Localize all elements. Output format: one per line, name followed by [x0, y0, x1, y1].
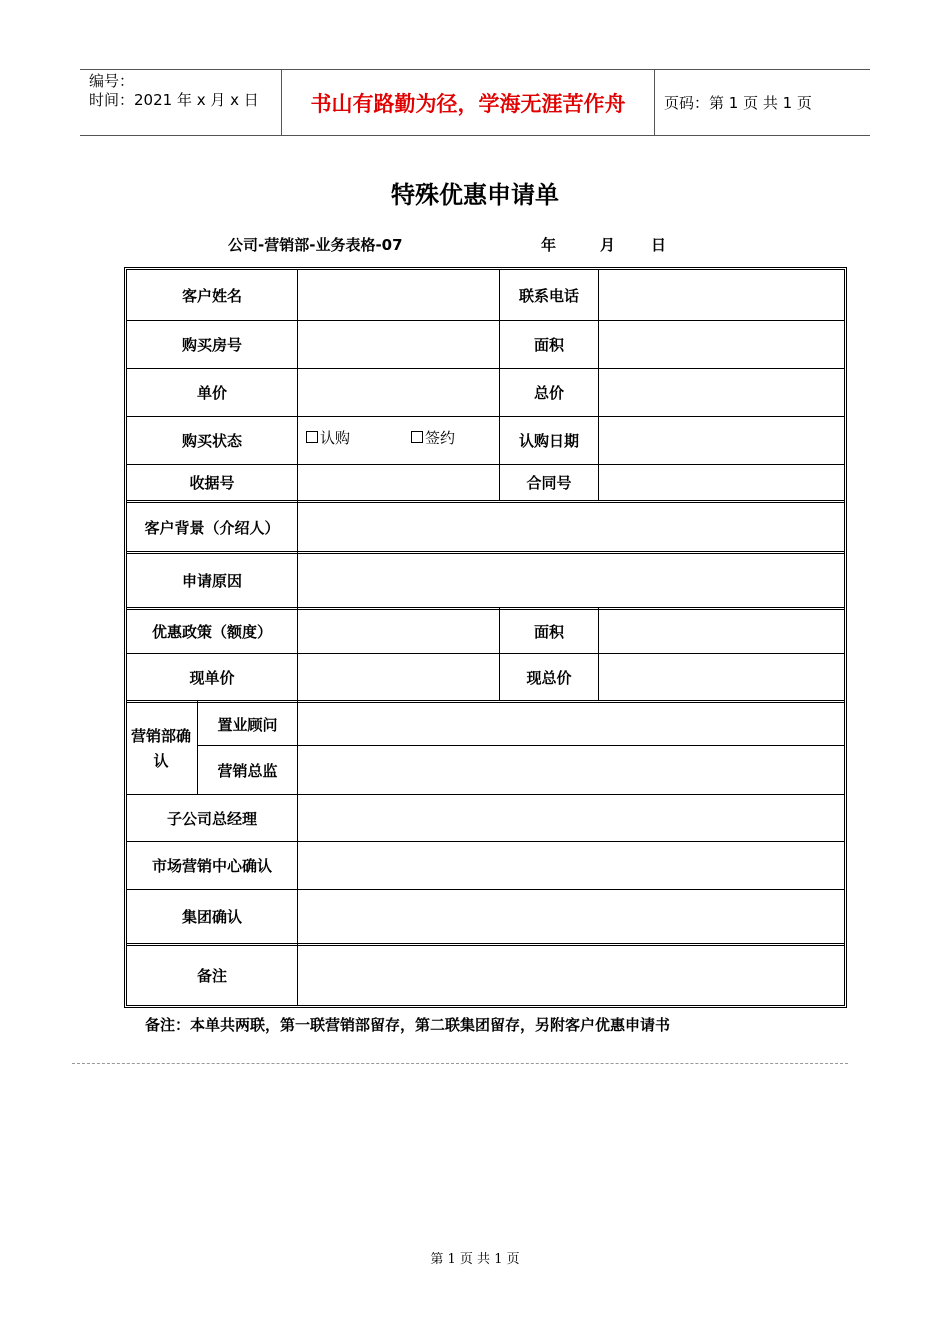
receipt-number-field[interactable] [298, 465, 499, 500]
area-field[interactable] [599, 321, 844, 368]
subscribe-date-label: 认购日期 [518, 432, 579, 450]
checkbox-icon [306, 431, 318, 443]
total-price-field[interactable] [599, 369, 844, 416]
unit-price-label: 单价 [196, 384, 227, 402]
contract-number-label: 合同号 [526, 474, 572, 492]
remarks-label: 备注 [196, 967, 227, 985]
room-number-label: 购买房号 [181, 336, 242, 354]
new-total-price-label: 现总价 [526, 668, 572, 687]
area-field-2[interactable] [599, 610, 844, 653]
receipt-number-label: 收据号 [189, 474, 235, 492]
date-month-label: 月 [600, 236, 616, 254]
sign-option-label: 签约 [425, 428, 456, 447]
subsidiary-gm-field[interactable] [298, 795, 844, 841]
area-label: 面积 [533, 336, 564, 354]
customer-background-label: 客户背景（介绍人） [144, 518, 280, 537]
customer-background-field[interactable] [298, 503, 844, 551]
page-footer: 第 1 页 共 1 页 [430, 1252, 520, 1267]
customer-name-label: 客户姓名 [181, 286, 242, 305]
group-confirm-field[interactable] [298, 890, 844, 943]
group-confirm-label: 集团确认 [181, 908, 242, 926]
area-label-2: 面积 [533, 623, 564, 641]
header-bottom-rule [80, 135, 870, 136]
contract-number-field[interactable] [599, 465, 844, 500]
date-day-label: 日 [651, 236, 667, 254]
marketing-center-field[interactable] [298, 842, 844, 889]
purchase-status-label: 购买状态 [181, 432, 242, 450]
application-form-table [124, 267, 847, 1008]
form-code: 公司-营销部-业务表格-07 [228, 236, 403, 254]
total-price-label: 总价 [533, 384, 564, 402]
consultant-label: 置业顾问 [217, 715, 278, 734]
subscribe-option-label: 认购 [320, 428, 351, 447]
document-number-label: 编号： [89, 72, 135, 90]
header-top-rule [80, 69, 870, 70]
subscribe-date-field[interactable] [599, 417, 844, 464]
date-year-label: 年 [541, 236, 557, 254]
application-reason-field[interactable] [298, 554, 844, 607]
page-title: 特殊优惠申请单 [391, 181, 559, 209]
discount-policy-label: 优惠政策（额度） [151, 623, 272, 641]
new-unit-price-label: 现单价 [189, 668, 235, 687]
sales-director-label: 营销总监 [217, 761, 278, 780]
phone-field[interactable] [599, 270, 844, 320]
document-time-label: 时间：2021 年 x 月 x 日 [89, 91, 259, 109]
application-reason-label: 申请原因 [181, 572, 242, 590]
header-page-number: 页码：第 1 页 共 1 页 [664, 94, 812, 112]
new-total-price-field[interactable] [599, 654, 844, 700]
header-motto: 书山有路勤为径，学海无涯苦作舟 [310, 92, 626, 116]
room-number-field[interactable] [298, 321, 499, 368]
unit-price-field[interactable] [298, 369, 499, 416]
header-divider [654, 69, 655, 136]
remarks-field[interactable] [298, 946, 844, 1005]
sales-director-signature-field[interactable] [298, 746, 844, 794]
phone-label: 联系电话 [518, 286, 579, 305]
marketing-center-label: 市场营销中心确认 [151, 857, 272, 875]
subscribe-checkbox[interactable] [306, 417, 350, 457]
discount-policy-field[interactable] [298, 610, 499, 653]
checkbox-icon [411, 431, 423, 443]
consultant-signature-field[interactable] [298, 703, 844, 745]
sign-checkbox[interactable] [411, 417, 455, 457]
customer-name-field[interactable] [298, 270, 499, 320]
subsidiary-gm-label: 子公司总经理 [166, 809, 257, 828]
dashed-separator [72, 1063, 848, 1064]
form-note: 备注：本单共两联，第一联营销部留存，第二联集团留存，另附客户优惠申请书 [145, 1016, 671, 1034]
new-unit-price-field[interactable] [298, 654, 499, 700]
sales-dept-confirm-label: 营销部确认 [131, 727, 192, 770]
